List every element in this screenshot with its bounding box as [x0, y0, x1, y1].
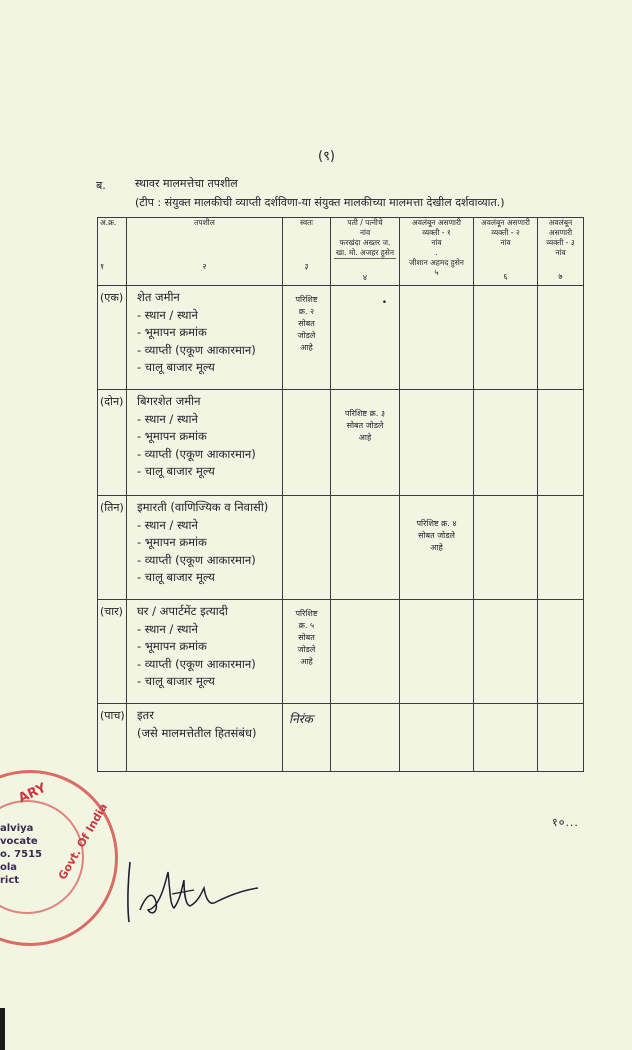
continue-page-marker: १०...: [552, 816, 579, 829]
header-col5-line: अवलंबून असणारी: [412, 218, 461, 227]
table-row: [98, 496, 584, 600]
row-label: (चार): [100, 605, 123, 618]
dependent-3-cell: [538, 600, 584, 704]
row-desc-cell: [127, 704, 283, 772]
signature: [118, 850, 268, 930]
header-col6-line: अवलंबून असणारी: [481, 218, 530, 227]
row-item: - स्थान / स्थाने: [137, 307, 198, 322]
row-title: इतर: [137, 708, 154, 722]
annex-note-line: क्र. २: [298, 307, 315, 316]
header-col7-line: अवलंबून: [548, 218, 573, 227]
dependent-2-cell: [474, 286, 538, 390]
header-cell: [283, 218, 331, 286]
header-col6-line: नांव: [500, 238, 511, 247]
header-col2: तपशील: [194, 218, 215, 227]
dependent-1-cell: [400, 286, 474, 390]
header-cell: [98, 218, 127, 286]
stamp-ring-text: Govt. Of India: [55, 801, 111, 882]
header-col7-line: नांव: [555, 248, 566, 257]
dependent-3-cell: [538, 496, 584, 600]
row-title: इमारती (वाणिज्यिक व निवासी): [137, 500, 269, 514]
section-label: ब.: [96, 179, 106, 192]
dependent-3-cell: [538, 390, 584, 496]
row-title: घर / अपार्टमेंट इत्यादी: [137, 604, 228, 618]
row-item: - स्थान / स्थाने: [137, 517, 198, 532]
header-cell: [474, 218, 538, 286]
table-row: [98, 704, 584, 772]
dependent-2-cell: [474, 600, 538, 704]
header-col7-line: व्यक्ती - ३: [546, 238, 575, 247]
header-col1: अ.क्र.: [100, 218, 117, 227]
stamp-line: vocate: [0, 836, 38, 847]
row-item: - चालू बाजार मूल्य: [137, 464, 215, 478]
spouse-cell: [331, 704, 400, 772]
row-label: (तिन): [100, 501, 124, 514]
header-col5-line: .: [435, 248, 438, 257]
header-col4-line: फरखंदा अख्तर ज.: [339, 238, 391, 247]
col-num-3: ३: [304, 262, 309, 271]
annex-note-line: परिशिष्ट: [295, 295, 318, 304]
header-row: [98, 218, 584, 286]
row-item: - भूमापन क्रमांक: [137, 639, 207, 653]
dependent-1-cell: [400, 496, 474, 600]
header-col5-line: नांव: [431, 238, 442, 247]
row-item: - चालू बाजार मूल्य: [137, 570, 215, 584]
annex-note-line: आहे: [300, 657, 313, 666]
notary-stamp-text: [0, 822, 42, 887]
row-label: (पाच): [100, 709, 125, 722]
header-col6-line: व्यक्ती - २: [491, 228, 520, 237]
header-cell: [331, 218, 400, 286]
table-row: [98, 600, 584, 704]
self-cell: [283, 600, 331, 704]
row-item: (जसे मालमत्तेतील हितसंबंध): [137, 725, 257, 740]
dependent-2-cell: [474, 390, 538, 496]
spouse-cell: [331, 390, 400, 496]
header-col7-line: असणारी: [548, 228, 573, 237]
spouse-cell: [331, 496, 400, 600]
row-item: - भूमापन क्रमांक: [137, 429, 207, 443]
self-cell: [283, 286, 331, 390]
section-title: स्थावर मालमत्तेचा तपशील: [135, 177, 238, 190]
row-item: - व्याप्ती (एकूण आकारमान): [137, 446, 256, 461]
annex-note-line: आहे: [430, 543, 443, 552]
annex-note-line: सोबत जोडले: [346, 421, 384, 430]
row-desc-cell: [127, 600, 283, 704]
stamp-top-text: ARY: [16, 780, 49, 807]
row-item: - व्याप्ती (एकूण आकारमान): [137, 552, 256, 567]
row-title: शेत जमीन: [137, 290, 180, 304]
col-num-7: ७: [558, 272, 563, 281]
annex-note-line: सोबत जोडले: [418, 531, 455, 540]
stamp-line: o. 7515: [0, 849, 42, 860]
header-col5-line: जीशान अहमद हुसेन: [409, 258, 464, 267]
dependent-1-cell: [400, 704, 474, 772]
header-col3: स्वतः: [300, 218, 313, 227]
page-number: (९): [318, 149, 335, 164]
header-cell: [400, 218, 474, 286]
row-label: (दोन): [100, 395, 124, 408]
row-label-cell: [98, 704, 127, 772]
header-cell: [127, 218, 283, 286]
row-desc-cell: [127, 496, 283, 600]
stamp-line: alviya: [0, 823, 34, 834]
col-num-5: ५: [434, 268, 439, 277]
dependent-2-cell: [474, 704, 538, 772]
annex-note-line: आहे: [300, 343, 313, 352]
row-item: - स्थान / स्थाने: [137, 621, 198, 636]
row-label-cell: [98, 496, 127, 600]
row-desc-cell: [127, 286, 283, 390]
dependent-3-cell: [538, 704, 584, 772]
scan-edge: [0, 1008, 5, 1050]
annex-note-line: जोडले: [297, 645, 316, 654]
annex-note-line: सोबत: [298, 633, 315, 642]
row-item: - व्याप्ती (एकूण आकारमान): [137, 342, 256, 357]
table-row: [98, 286, 584, 390]
annex-note-line: परिशिष्ट क्र. ३: [344, 409, 385, 418]
annex-note-line: आहे: [358, 433, 372, 442]
row-label-cell: [98, 600, 127, 704]
annex-note-line: क्र. ५: [298, 621, 315, 630]
header-col5-line: व्यक्ती - १: [422, 228, 451, 237]
property-table: [97, 217, 584, 772]
spouse-cell: [331, 286, 400, 390]
nil-handwritten: निरंक: [289, 712, 313, 726]
dependent-1-cell: [400, 390, 474, 496]
col-num-6: ६: [503, 272, 508, 281]
row-label-cell: [98, 390, 127, 496]
table-row: [98, 390, 584, 496]
self-cell: [283, 496, 331, 600]
annex-note-line: सोबत: [298, 319, 315, 328]
dependent-1-cell: [400, 600, 474, 704]
row-item: - भूमापन क्रमांक: [137, 325, 207, 339]
col-num-4: ४: [362, 273, 368, 282]
dependent-3-cell: [538, 286, 584, 390]
header-col4-line: पती / पत्नीचे: [347, 218, 383, 227]
row-desc-cell: [127, 390, 283, 496]
header-col4-line: नांव: [359, 228, 371, 237]
row-label: (एक): [100, 291, 124, 304]
row-item: - चालू बाजार मूल्य: [137, 674, 215, 688]
spouse-cell: [331, 600, 400, 704]
header-col4-line: खा. मो. अजहर हुसेन: [336, 248, 394, 257]
row-item: - भूमापन क्रमांक: [137, 535, 207, 549]
self-cell: [283, 390, 331, 496]
stamp-line: rict: [0, 875, 20, 886]
col-num-2: २: [202, 262, 207, 271]
section-note: (टीप : संयुक्त मालकीची व्याप्ती दर्शविणा-या संयुक्त मालकीच्या मालमत्ता देखील दर्शवाव्यात.): [135, 196, 505, 209]
header-cell: [538, 218, 584, 286]
self-cell: [283, 704, 331, 772]
row-title: बिगरशेत जमीन: [137, 394, 201, 408]
annex-note-line: परिशिष्ट: [295, 609, 318, 618]
row-item: - चालू बाजार मूल्य: [137, 360, 215, 374]
dot-mark: •: [381, 298, 387, 308]
row-item: - स्थान / स्थाने: [137, 411, 198, 426]
row-item: - व्याप्ती (एकूण आकारमान): [137, 656, 256, 671]
dependent-2-cell: [474, 496, 538, 600]
annex-note-line: परिशिष्ट क्र. ४: [416, 519, 457, 528]
stamp-line: ola: [0, 862, 18, 873]
annex-note-line: जोडले: [297, 331, 316, 340]
col-num-1: १: [100, 262, 105, 271]
row-label-cell: [98, 286, 127, 390]
